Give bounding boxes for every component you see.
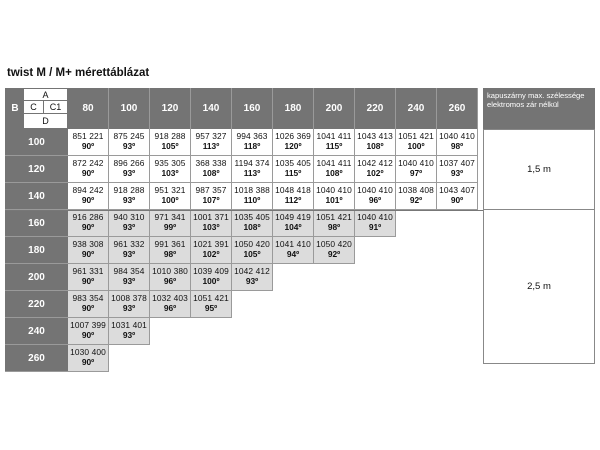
cell-dimensions: 1038 408 bbox=[398, 185, 434, 195]
table-cell bbox=[109, 183, 150, 210]
table-cell bbox=[396, 129, 437, 156]
table-cell bbox=[150, 129, 191, 156]
divider bbox=[5, 210, 483, 211]
cell-dimensions: 1037 407 bbox=[439, 158, 475, 168]
table-cell bbox=[191, 291, 232, 318]
cell-dimensions: 1041 411 bbox=[316, 131, 352, 141]
cell-dimensions: 1040 410 bbox=[439, 131, 475, 141]
cell-angle: 93º bbox=[122, 303, 136, 313]
cell-angle: 91º bbox=[368, 222, 382, 232]
cell-dimensions: 961 331 bbox=[72, 266, 104, 276]
cell-angle: 101º bbox=[325, 195, 343, 205]
cell-angle: 112º bbox=[284, 195, 302, 205]
cell-dimensions: 971 341 bbox=[154, 212, 186, 222]
corner-label-c: C bbox=[24, 101, 44, 114]
column-header: 160 bbox=[232, 88, 273, 129]
cell-dimensions: 961 332 bbox=[113, 239, 145, 249]
corner-label-c1: C1 bbox=[44, 101, 67, 114]
cell-angle: 92º bbox=[327, 249, 341, 259]
table-cell bbox=[150, 264, 191, 291]
table-cell bbox=[232, 237, 273, 264]
table-cell bbox=[191, 264, 232, 291]
table-cell bbox=[68, 318, 109, 345]
cell-angle: 100º bbox=[202, 276, 220, 286]
table-cell bbox=[191, 183, 232, 210]
table-cell bbox=[150, 237, 191, 264]
cell-angle: 90º bbox=[81, 195, 95, 205]
cell-angle: 90º bbox=[81, 357, 95, 367]
row-header: 100 bbox=[5, 129, 68, 156]
cell-angle: 108º bbox=[202, 168, 220, 178]
cell-dimensions: 1040 410 bbox=[357, 185, 393, 195]
cell-angle: 93º bbox=[122, 222, 136, 232]
cell-dimensions: 1050 420 bbox=[316, 239, 352, 249]
table-cell bbox=[232, 183, 273, 210]
table-cell bbox=[314, 129, 355, 156]
cell-angle: 96º bbox=[163, 276, 177, 286]
cell-dimensions: 851 221 bbox=[72, 131, 104, 141]
cell-dimensions: 1021 391 bbox=[193, 239, 229, 249]
table-cell bbox=[68, 210, 109, 237]
cell-dimensions: 935 305 bbox=[154, 158, 186, 168]
cell-angle: 102º bbox=[202, 249, 220, 259]
cell-angle: 118º bbox=[243, 141, 261, 151]
table-cell bbox=[232, 264, 273, 291]
cell-angle: 92º bbox=[409, 195, 423, 205]
cell-angle: 115º bbox=[284, 168, 302, 178]
cell-angle: 108º bbox=[366, 141, 384, 151]
table-cell bbox=[109, 291, 150, 318]
cell-dimensions: 1041 410 bbox=[275, 239, 311, 249]
cell-dimensions: 1042 412 bbox=[234, 266, 270, 276]
table-cell bbox=[273, 129, 314, 156]
cell-angle: 90º bbox=[81, 276, 95, 286]
cell-dimensions: 1026 369 bbox=[275, 131, 311, 141]
table-cell bbox=[109, 156, 150, 183]
cell-angle: 108º bbox=[325, 168, 343, 178]
cell-angle: 97º bbox=[409, 168, 423, 178]
cell-dimensions: 994 363 bbox=[236, 131, 268, 141]
table-cell bbox=[437, 129, 478, 156]
table-cell bbox=[314, 156, 355, 183]
cell-angle: 120º bbox=[284, 141, 302, 151]
cell-angle: 93º bbox=[122, 141, 136, 151]
cell-dimensions: 1051 421 bbox=[316, 212, 352, 222]
table-cell bbox=[232, 210, 273, 237]
column-header: 140 bbox=[191, 88, 232, 129]
table-cell bbox=[68, 345, 109, 372]
note-header: kapuszárny max. szélessége elektromos zár nélkül bbox=[483, 88, 595, 129]
table-cell bbox=[191, 156, 232, 183]
table-cell bbox=[109, 264, 150, 291]
cell-angle: 100º bbox=[161, 195, 179, 205]
table-cell bbox=[273, 210, 314, 237]
row-header: 240 bbox=[5, 318, 68, 345]
cell-dimensions: 1051 421 bbox=[193, 293, 229, 303]
table-cell bbox=[273, 237, 314, 264]
cell-angle: 104º bbox=[284, 222, 302, 232]
cell-angle: 90º bbox=[81, 168, 95, 178]
cell-dimensions: 1041 411 bbox=[316, 158, 352, 168]
cell-angle: 93º bbox=[122, 330, 136, 340]
cell-angle: 100º bbox=[407, 141, 425, 151]
table-cell bbox=[68, 156, 109, 183]
cell-angle: 107º bbox=[202, 195, 220, 205]
cell-dimensions: 1040 410 bbox=[398, 158, 434, 168]
cell-angle: 110º bbox=[243, 195, 261, 205]
cell-dimensions: 957 327 bbox=[195, 131, 227, 141]
table-cell bbox=[314, 183, 355, 210]
table-cell bbox=[68, 237, 109, 264]
table-cell bbox=[437, 183, 478, 210]
row-header: 160 bbox=[5, 210, 68, 237]
table-cell bbox=[437, 156, 478, 183]
table-cell bbox=[273, 156, 314, 183]
table-cell bbox=[191, 129, 232, 156]
column-header: 240 bbox=[396, 88, 437, 129]
cell-dimensions: 896 266 bbox=[113, 158, 145, 168]
cell-angle: 93º bbox=[450, 168, 464, 178]
table-cell bbox=[232, 156, 273, 183]
corner-label-d: D bbox=[42, 116, 49, 126]
cell-angle: 93º bbox=[122, 276, 136, 286]
cell-angle: 102º bbox=[366, 168, 384, 178]
page-title: twist M / M+ mérettáblázat bbox=[7, 67, 150, 79]
table-cell bbox=[355, 156, 396, 183]
cell-dimensions: 916 286 bbox=[72, 212, 104, 222]
cell-angle: 90º bbox=[81, 222, 95, 232]
cell-dimensions: 984 354 bbox=[113, 266, 145, 276]
table-cell bbox=[232, 129, 273, 156]
cell-dimensions: 1008 378 bbox=[111, 293, 147, 303]
column-header: 80 bbox=[68, 88, 109, 129]
cell-angle: 93º bbox=[122, 168, 136, 178]
table-cell bbox=[396, 183, 437, 210]
cell-angle: 108º bbox=[243, 222, 261, 232]
cell-dimensions: 894 242 bbox=[72, 185, 104, 195]
cell-angle: 113º bbox=[202, 141, 220, 151]
table-cell bbox=[150, 183, 191, 210]
cell-dimensions: 1040 410 bbox=[357, 212, 393, 222]
table-cell bbox=[109, 318, 150, 345]
cell-dimensions: 872 242 bbox=[72, 158, 104, 168]
cell-dimensions: 918 288 bbox=[154, 131, 186, 141]
group-width-2: 2,5 m bbox=[483, 210, 595, 364]
cell-dimensions: 1007 399 bbox=[70, 320, 106, 330]
cell-dimensions: 1049 419 bbox=[275, 212, 311, 222]
cell-angle: 93º bbox=[122, 195, 136, 205]
cell-dimensions: 1048 418 bbox=[275, 185, 311, 195]
cell-angle: 90º bbox=[81, 249, 95, 259]
cell-dimensions: 1194 374 bbox=[234, 158, 270, 168]
cell-dimensions: 368 338 bbox=[195, 158, 227, 168]
table-cell bbox=[68, 264, 109, 291]
cell-angle: 93º bbox=[245, 276, 259, 286]
table-cell bbox=[150, 291, 191, 318]
cell-dimensions: 1001 371 bbox=[193, 212, 229, 222]
cell-dimensions: 1018 388 bbox=[234, 185, 270, 195]
row-header: 200 bbox=[5, 264, 68, 291]
cell-angle: 90º bbox=[450, 195, 464, 205]
cell-angle: 90º bbox=[81, 141, 95, 151]
cell-angle: 99º bbox=[163, 222, 177, 232]
cell-dimensions: 1040 410 bbox=[316, 185, 352, 195]
cell-dimensions: 991 361 bbox=[154, 239, 186, 249]
table-cell bbox=[396, 156, 437, 183]
cell-angle: 90º bbox=[81, 303, 95, 313]
cell-dimensions: 1050 420 bbox=[234, 239, 270, 249]
table-cell bbox=[191, 237, 232, 264]
column-header: 260 bbox=[437, 88, 478, 129]
table-cell bbox=[314, 237, 355, 264]
cell-angle: 103º bbox=[202, 222, 220, 232]
cell-dimensions: 1030 400 bbox=[70, 347, 106, 357]
cell-dimensions: 1035 405 bbox=[275, 158, 311, 168]
cell-dimensions: 1010 380 bbox=[152, 266, 188, 276]
cell-angle: 98º bbox=[163, 249, 177, 259]
row-header: 140 bbox=[5, 183, 68, 210]
corner-label-a: A bbox=[24, 89, 67, 101]
table-cell bbox=[273, 183, 314, 210]
cell-dimensions: 1043 407 bbox=[439, 185, 475, 195]
cell-dimensions: 1031 401 bbox=[111, 320, 147, 330]
cell-angle: 103º bbox=[161, 168, 179, 178]
cell-angle: 94º bbox=[286, 249, 300, 259]
table-cell bbox=[150, 156, 191, 183]
table-cell bbox=[355, 210, 396, 237]
cell-dimensions: 951 321 bbox=[154, 185, 186, 195]
column-header: 120 bbox=[150, 88, 191, 129]
corner-header bbox=[5, 88, 68, 129]
table-cell bbox=[355, 129, 396, 156]
table-cell bbox=[355, 183, 396, 210]
cell-angle: 95º bbox=[204, 303, 218, 313]
row-header: 260 bbox=[5, 345, 68, 372]
cell-angle: 90º bbox=[81, 330, 95, 340]
table-cell bbox=[109, 210, 150, 237]
cell-angle: 105º bbox=[243, 249, 261, 259]
table-cell bbox=[109, 237, 150, 264]
column-header: 200 bbox=[314, 88, 355, 129]
cell-angle: 98º bbox=[450, 141, 464, 151]
cell-dimensions: 1042 412 bbox=[357, 158, 393, 168]
column-header: 180 bbox=[273, 88, 314, 129]
table-cell bbox=[191, 210, 232, 237]
table-cell bbox=[68, 183, 109, 210]
cell-dimensions: 987 357 bbox=[195, 185, 227, 195]
cell-dimensions: 1032 403 bbox=[152, 293, 188, 303]
column-header: 220 bbox=[355, 88, 396, 129]
cell-angle: 98º bbox=[327, 222, 341, 232]
cell-dimensions: 1039 409 bbox=[193, 266, 229, 276]
cell-angle: 96º bbox=[368, 195, 382, 205]
table-cell bbox=[314, 210, 355, 237]
cell-dimensions: 940 310 bbox=[113, 212, 145, 222]
group-width-1: 1,5 m bbox=[483, 129, 595, 210]
cell-dimensions: 918 288 bbox=[113, 185, 145, 195]
cell-angle: 93º bbox=[122, 249, 136, 259]
table-cell bbox=[109, 129, 150, 156]
table-cell bbox=[68, 291, 109, 318]
table-cell bbox=[68, 129, 109, 156]
cell-dimensions: 983 354 bbox=[72, 293, 104, 303]
column-header: 100 bbox=[109, 88, 150, 129]
cell-dimensions: 938 308 bbox=[72, 239, 104, 249]
cell-angle: 115º bbox=[325, 141, 343, 151]
row-header: 220 bbox=[5, 291, 68, 318]
cell-angle: 113º bbox=[243, 168, 261, 178]
corner-label-b: B bbox=[6, 89, 24, 128]
table-cell bbox=[150, 210, 191, 237]
cell-dimensions: 1035 405 bbox=[234, 212, 270, 222]
row-header: 180 bbox=[5, 237, 68, 264]
cell-dimensions: 875 245 bbox=[113, 131, 145, 141]
cell-dimensions: 1051 421 bbox=[398, 131, 434, 141]
cell-dimensions: 1043 413 bbox=[357, 131, 393, 141]
cell-angle: 105º bbox=[161, 141, 179, 151]
row-header: 120 bbox=[5, 156, 68, 183]
cell-angle: 96º bbox=[163, 303, 177, 313]
